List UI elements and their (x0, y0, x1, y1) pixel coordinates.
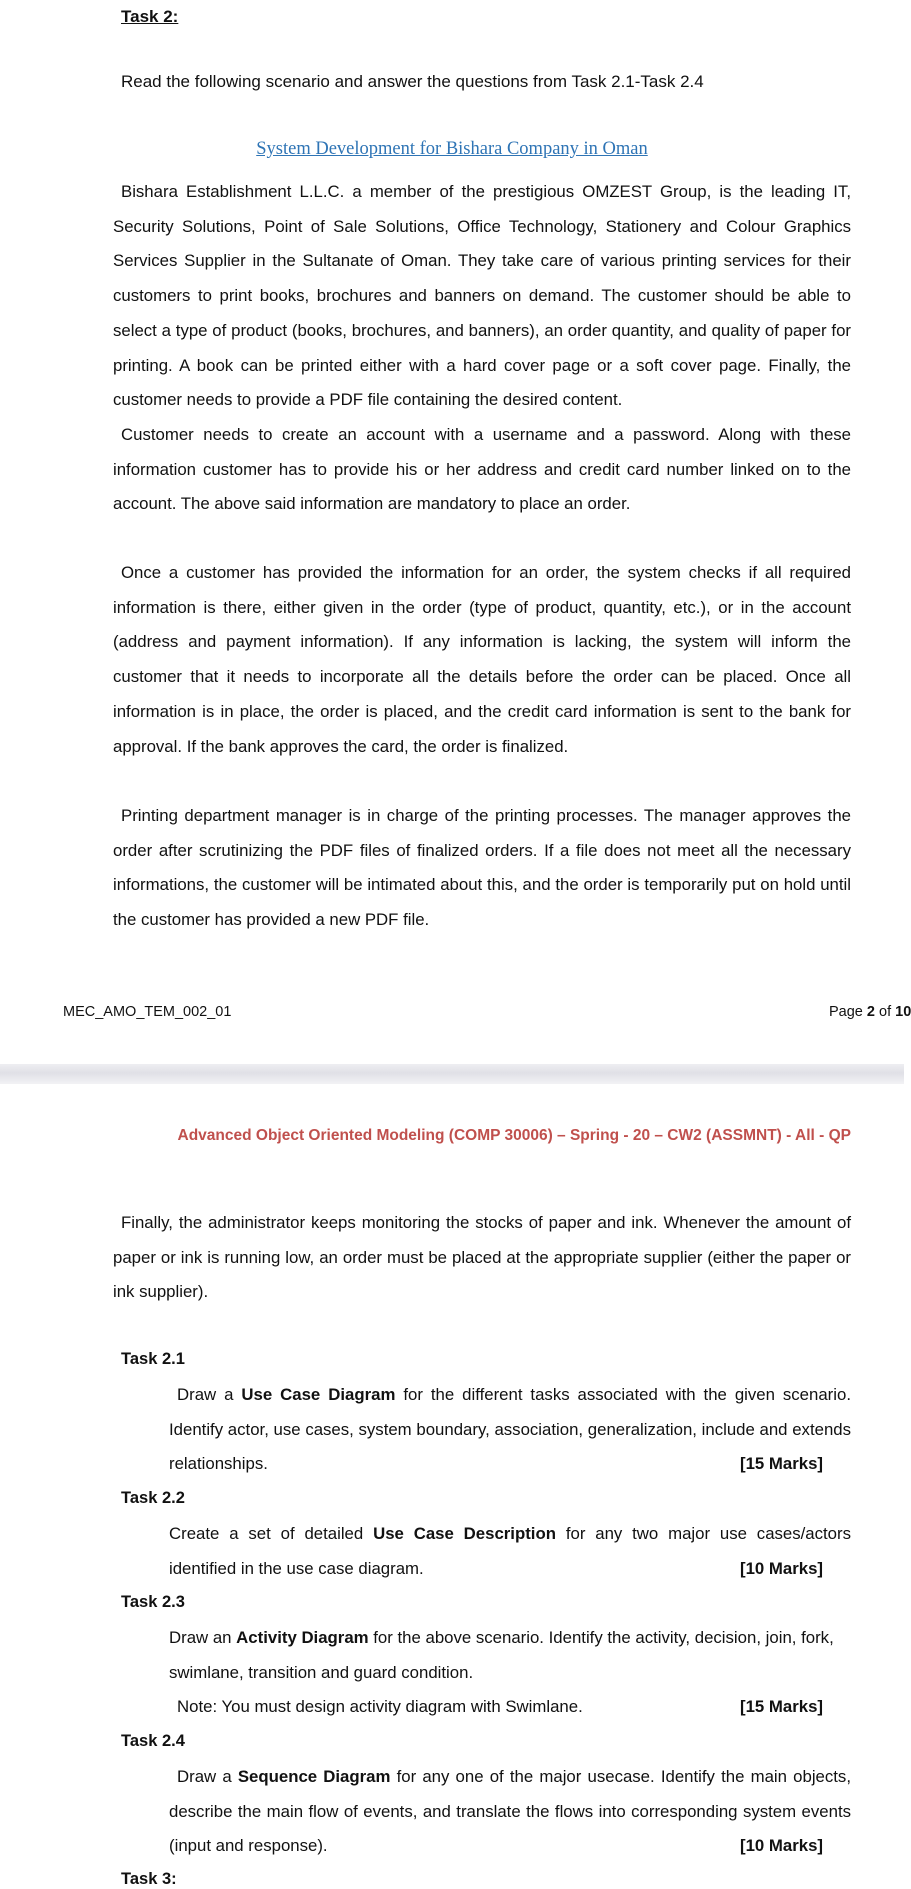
task-2-3-body (169, 1621, 851, 1725)
task-2-4-marks: [10 Marks] (739, 1836, 823, 1856)
task-2-3-keyword: Activity Diagram (236, 1628, 369, 1647)
scenario-paragraph-4 (113, 799, 851, 938)
page-header: Advanced Object Oriented Modeling (COMP 30006) – Spring - 20 – CW2 (ASSMNT) - All - QP (177, 1127, 851, 1144)
footer-template-code: MEC_AMO_TEM_002_01 (63, 1004, 232, 1020)
task-2-3-note: Note: You must design activity diagram with Swimlane. (177, 1697, 583, 1717)
scenario-paragraph-2: Customer needs to create an account with a username and a password. Along with these information customer has to provide his or her address and credit card number linked on to the account. The above said information are mandatory to place an order. (113, 424, 851, 514)
task-2-heading: Task 2: (121, 7, 179, 26)
task-2-2-heading: Task 2.2 (121, 1489, 185, 1507)
scenario-paragraph-3-text: Once a customer has provided the information for an order, the system checks if all required information is there, either given in the order (type of product, quantity, etc.), or in the account (address and payment information). If any information is lacking, the system will inform the customer that it needs to incorporate all the details before the order can be placed. Once all information is in place, the order is placed, and the credit card information is sent to the bank for approval. If the bank approves the card, the order is finalized. (113, 563, 851, 756)
task-2-2-post: for any two major use cases/actors identified in the use case diagram. (169, 1524, 851, 1578)
footer-page-of: of (874, 1004, 896, 1020)
scenario-paragraph-5 (113, 1206, 851, 1310)
task-2-4-post: for any one of the major usecase. Identify the main objects, describe the main flow of events, and translate the flows into corresponding system events (input and response). (169, 1767, 851, 1856)
task-2-2-marks: [10 Marks] (739, 1558, 823, 1578)
task-2-2-body (169, 1517, 851, 1586)
task-2-2-pre: Create a set of detailed (169, 1524, 374, 1543)
task-2-2-keyword: Use Case Description (373, 1524, 556, 1543)
task-2-1-pre: Draw a (177, 1385, 242, 1404)
scenario-paragraphs (113, 175, 851, 522)
task-2-4-keyword: Sequence Diagram (237, 1767, 391, 1786)
task-2-4-body (169, 1760, 851, 1864)
scenario-paragraph-1: Bishara Establishment L.L.C. a member of the prestigious OMZEST Group, is the leading IT, Security Solutions, Point of Sale Solutions, Office Technology, Stationery and Colour Graphics Services Supplier in the Sultanate of Oman. They take care of various printing services for their customers to print books, brochures and banners on demand. The customer should be able to select a type of product (books, brochures, and banners), an order quantity, and quality of paper for printing. A book can be printed either with a hard cover page or a soft cover page. Finally, the customer needs to provide a PDF file containing the desired content. (113, 182, 851, 410)
document-page-3 (0, 1084, 904, 1888)
page-separator (0, 1064, 904, 1084)
scenario-paragraph-3 (113, 556, 851, 764)
scenario-paragraph-5-text: Finally, the administrator keeps monitoring the stocks of paper and ink. Whenever the amount of paper or ink is running low, an order must be placed at the appropriate supplier (either the paper or ink supplier). (113, 1213, 851, 1302)
scenario-paragraph-4-text: Printing department manager is in charge of the printing processes. The manager approves the order after scrutinizing the PDF files of finalized orders. If a file does not meet all the necessary informations, the customer will be intimated about this, and the order is temporarily put on hold until the customer has provided a new PDF file. (113, 806, 851, 930)
task-2-3-pre: Draw an (169, 1628, 237, 1647)
task-2-3-post: for the above scenario. Identify the activity, decision, join, fork, swimlane, transition and guard condition. (169, 1628, 834, 1682)
task-3-heading: Task 3: (121, 1870, 177, 1888)
task-2-3-marks: [15 Marks] (739, 1697, 823, 1717)
task-2-1-heading: Task 2.1 (121, 1350, 185, 1368)
task-2-3-heading: Task 2.3 (121, 1593, 185, 1611)
task-2-1-post: for the different tasks associated with the given scenario. Identify actor, use cases, system boundary, association, generalization, include and extends relationships. (169, 1385, 851, 1474)
task-2-4-heading: Task 2.4 (121, 1732, 185, 1750)
task-2-1-body (169, 1378, 851, 1482)
footer-page-prefix: Page (829, 1004, 867, 1020)
task-2-4-pre: Draw a (177, 1767, 238, 1786)
footer-page-current: 2 (866, 1004, 875, 1020)
footer-page-total: 10 (895, 1004, 911, 1020)
scenario-title: System Development for Bishara Company in Oman (256, 139, 648, 159)
task-2-intro: Read the following scenario and answer the questions from Task 2.1-Task 2.4 (121, 72, 704, 91)
task-2-1-keyword: Use Case Diagram (241, 1385, 396, 1404)
task-2-1-marks: [15 Marks] (739, 1454, 823, 1474)
footer-page-number (829, 1004, 911, 1020)
